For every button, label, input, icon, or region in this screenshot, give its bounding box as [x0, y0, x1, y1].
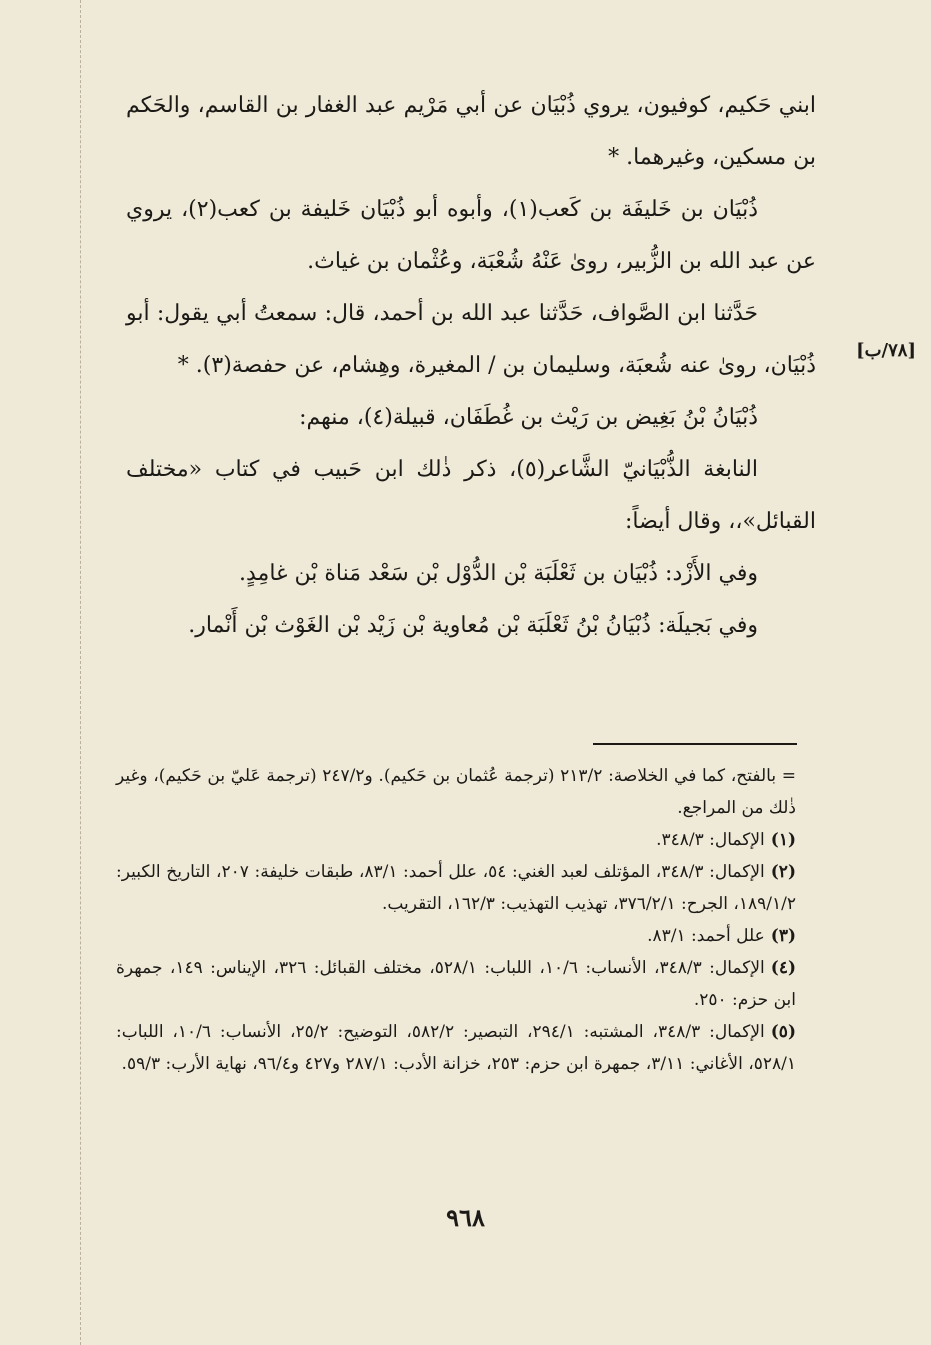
main-text	[126, 80, 816, 652]
footnote-separator	[593, 743, 797, 745]
paragraph-1: ابني حَكيم، كوفيون، يروي ذُبْيَان عن أبي مَرْيم عبد الغفار بن القاسم، والحَكم بن مسكين، وغيرهما. *	[126, 93, 816, 170]
footnote-4	[116, 952, 796, 1016]
footnote-2	[116, 856, 796, 920]
footnote-2-label: (٢)	[770, 862, 796, 882]
paragraph-7: وفي بَجيلَة: ذُبْيَانُ بْنُ ثَعْلَبَة بْن مُعاوية بْن زَيْد بْن الغَوْث بْن أَنْمار.	[188, 613, 758, 638]
paragraph-5: النابغة الذُّبْيَانيّ الشَّاعر(٥)، ذكر ذٰلك ابن حَبيب في كتاب «مختلف القبائل»،، وقال أيضاً:	[126, 457, 816, 534]
footnote-3-label: (٣)	[770, 926, 796, 946]
footnote-5-text: الإكمال: ٣٤٨/٣، المشتبه: ٢٩٤/١، التبصير: ٥٨٢/٢، التوضيح: ٢٥/٢، الأنساب: ١٠/٦، اللباب: ٥٢٨/١، الأغاني: ٣/١١، جمهرة ابن حزم: ٢٥٣، خزانة الأدب: ٢٨٧/١ و٤٢٧ و٩٦/٤، نهاية الأرب: ٥٩/٣.	[116, 1022, 796, 1074]
paragraph-4: ذُبْيَانُ بْنُ بَغِيض بن رَيْث بن غُطَفَان، قبيلة(٤)، منهم:	[299, 405, 758, 430]
margin-folio-note: [٧٨/ب]	[856, 340, 916, 361]
footnote-3	[116, 920, 796, 952]
footnote-1	[116, 824, 796, 856]
footnotes	[116, 760, 796, 1080]
footnote-5	[116, 1016, 796, 1080]
binding-gutter-line	[80, 0, 81, 1345]
footnote-continuation: = بالفتح، كما في الخلاصة: ٢١٣/٢ (ترجمة عُثمان بن حَكيم). و٢٤٧/٢ (ترجمة عَليّ بن حَكيم)، وغير ذٰلك من المراجع.	[116, 766, 796, 818]
footnote-5-label: (٥)	[770, 1022, 796, 1042]
page-number: ٩٦٨	[446, 1203, 485, 1232]
footnote-4-text: الإكمال: ٣٤٨/٣، الأنساب: ١٠/٦، اللباب: ٥٢٨/١، مختلف القبائل: ٣٢٦، الإيناس: ١٤٩، جمهرة ابن حزم: ٢٥٠.	[116, 958, 796, 1010]
footnote-1-label: (١)	[770, 830, 796, 850]
footnote-2-text: الإكمال: ٣٤٨/٣، المؤتلف لعبد الغني: ٥٤، علل أحمد: ٨٣/١، طبقات خليفة: ٢٠٧، التاريخ الكبير: ١٨٩/١/٢، الجرح: ٣٧٦/٢/١، تهذيب التهذيب: ١٦٢/٣، التقريب.	[116, 862, 796, 914]
paragraph-6: وفي الأَزْد: ذُبْيَان بن ثَعْلَبَة بْن الدُّوْل بْن سَعْد مَناة بْن غامِدٍ.	[239, 561, 758, 586]
footnote-3-text: علل أحمد: ٨٣/١.	[647, 926, 765, 946]
paragraph-3: حَدَّثنا ابن الصَّواف، حَدَّثنا عبد الله بن أحمد، قال: سمعتُ أبي يقول: أبو ذُبْيَان، روىٰ عنه شُعبَة، وسليمان بن / المغيرة، وهِشام، عن حفصة(٣). *	[126, 301, 816, 378]
paragraph-2: ذُبْيَان بن خَليفَة بن كَعب(١)، وأبوه أبو ذُبْيَان خَليفة بن كعب(٢)، يروي عن عبد الله بن الزُّبير، روىٰ عَنْهُ شُعْبَة، وعُثْمان بن غياث.	[126, 197, 816, 274]
footnote-1-text: الإكمال: ٣٤٨/٣.	[656, 830, 765, 850]
footnote-4-label: (٤)	[770, 958, 796, 978]
